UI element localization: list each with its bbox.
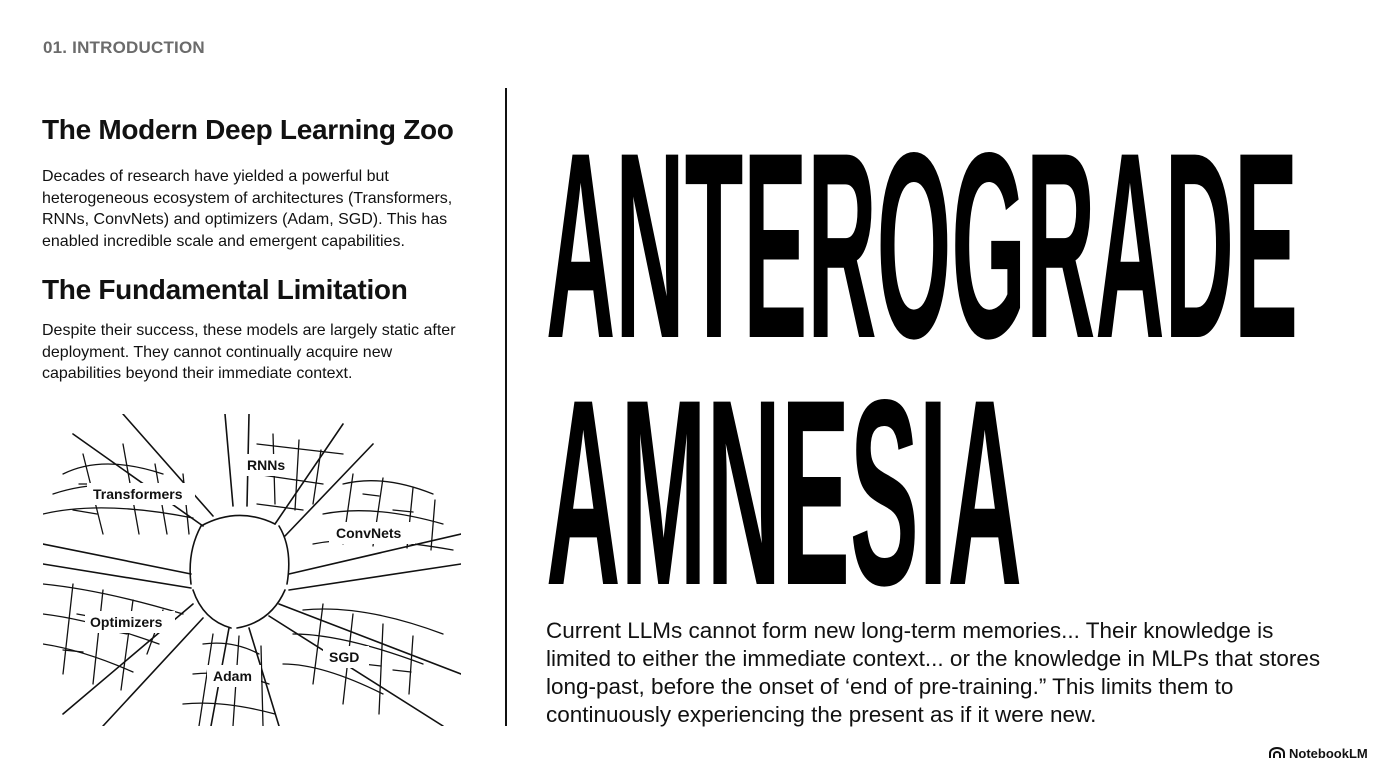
paragraph-zoo: Decades of research have yielded a powerful but heterogeneous ecosystem of architectures (Transformers, RNNs, ConvNets) and optimizers (Adam, SGD). This has enabled incredible scale and emergent capabilities. [42,168,453,250]
map-label-rnns: RNNs [247,457,286,473]
heading-fundamental-limitation: The Fundamental Limitation [42,274,408,305]
brand-label: NotebookLM [1289,745,1368,761]
map-label-transformers: Transformers [93,486,183,502]
heading-deep-learning-zoo: The Modern Deep Learning Zoo [42,114,454,145]
notebooklm-brand [1269,744,1368,762]
paragraph-limitation: Despite their success, these models are largely static after deployment. They cannot continually acquire new capabilities beyond their immediate context. [42,322,456,382]
map-label-convnets: ConvNets [336,525,402,541]
map-label-sgd: SGD [329,649,360,665]
body-paragraph-amnesia: Current LLMs cannot form new long-term memories... Their knowledge is limited to either the immediate context... or the knowledge in MLPs that stores long-past, before the onset of ‘end of pre-training.” This limits them to continuously experiencing the present as if it were new. [546,618,1321,727]
headline-line-anterograde: ANTEROGRADE [546,98,1298,394]
headline-anterograde-amnesia [546,92,1346,641]
map-label-optimizers: Optimizers [90,614,163,630]
vertical-divider [505,88,507,726]
map-label-adam: Adam [213,668,252,684]
notebooklm-icon [1269,747,1285,759]
city-map-illustration [43,414,461,726]
headline-line-amnesia: AMNESIA [546,345,1022,641]
section-label: 01. INTRODUCTION [43,38,205,57]
